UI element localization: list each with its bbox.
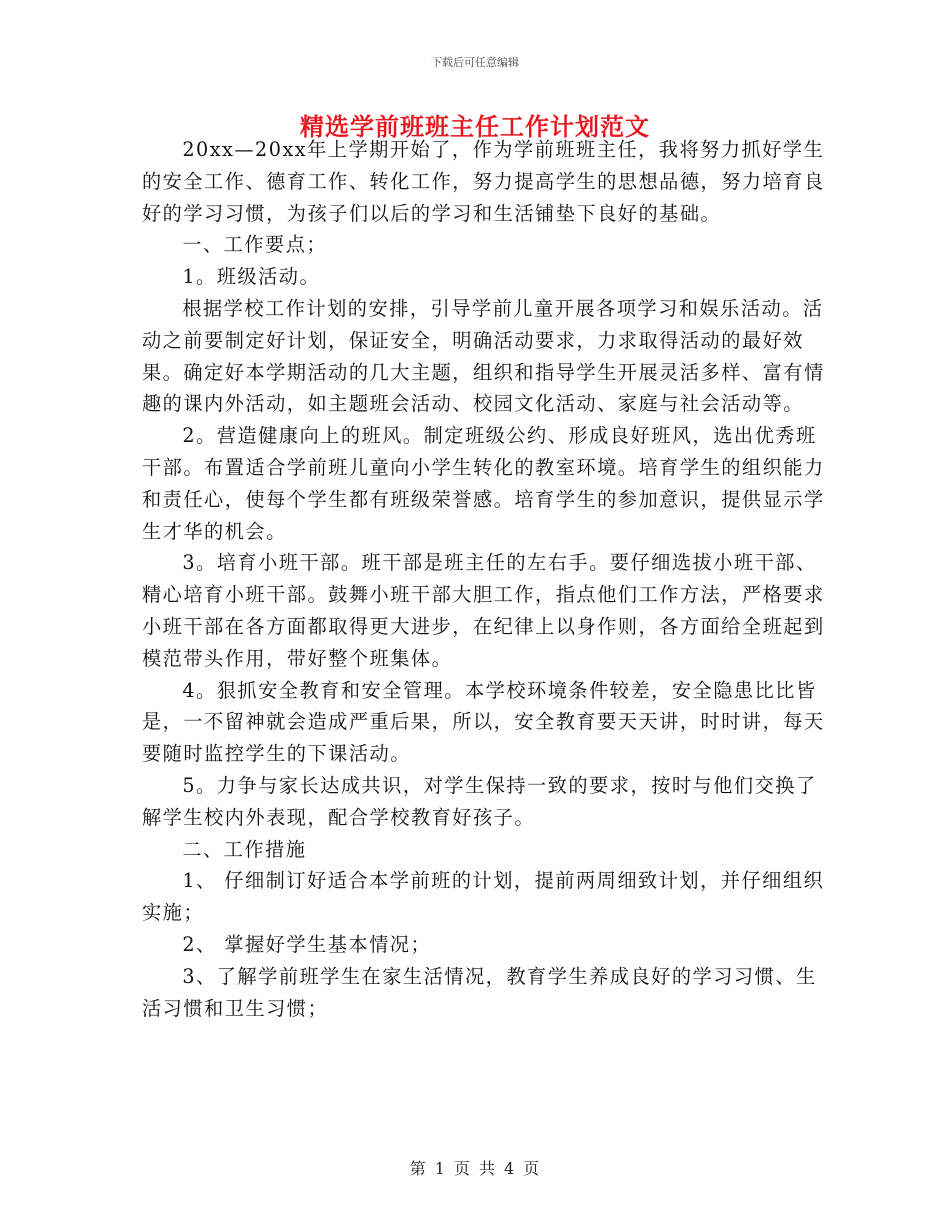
paragraph-activities: 根据学校工作计划的安排，引导学前儿童开展各项学习和娱乐活动。活动之前要制定好计划，保证安全，明确活动要求，力求取得活动的最好效果。确定好本学期活动的几大主题，组织和指导学生开展灵活多样、富有情趣的课内外活动，如主题班会活动、校园文化活动、家庭与社会活动等。 [142,296,825,416]
footer-gong: 共 [479,1159,497,1178]
section-heading-measures: 二、工作措施 [182,837,307,861]
section-heading-work-points: 一、工作要点； [182,233,328,257]
document-body [142,134,832,1024]
measure-item-2: 2、 掌握好学生基本情况； [182,932,432,956]
footer-current-page: 1 [434,1159,446,1178]
item-heading-class-activities: 1。班级活动。 [182,265,321,289]
paragraph-class-leaders: 3。培育小班干部。班干部是班主任的左右手。要仔细选拔小班干部、精心培育小班干部。鼓舞小班干部大胆工作，指点他们工作方法，严格要求小班干部在各方面都取得更大进步，在纪律上以身作则，各方面给全班起到模范带头作用，带好整个班集体。 [142,551,825,670]
paragraph-class-spirit: 2。营造健康向上的班风。制定班级公约、形成良好班风，选出优秀班干部。布置适合学前班儿童向小学生转化的教室环境。培育学生的组织能力和责任心，使每个学生都有班级荣誉感。培育学生的参加意识，提供显示学生才华的机会。 [142,424,825,543]
footer-total-pages: 4 [504,1159,516,1178]
footer-di: 第 [409,1159,427,1178]
measure-item-3: 3、了解学前班学生在家生活情况，教育学生养成良好的学习习惯、生活习惯和卫生习惯； [142,964,817,1020]
footer-ye-end: 页 [523,1159,541,1178]
page-footer [0,1156,950,1179]
document-title: 精选学前班班主任工作计划范文 [300,112,650,141]
paragraph-safety: 4。狠抓安全教育和安全管理。本学校环境条件较差，安全隐患比比皆是，一不留神就会造成严重后果，所以，安全教育要天天讲，时时讲，每天要随时监控学生的下课活动。 [142,678,825,766]
paragraph-intro: 20xx—20xx年上学期开始了，作为学前班班主任，我将努力抓好学生的安全工作、德育工作、转化工作，努力提高学生的思想品德，努力培育良好的学习习惯，为孩子们以后的学习和生活铺垫下良好的基础。 [142,138,825,225]
footer-ye: 页 [453,1159,471,1178]
measure-item-1: 1、 仔细制订好适合本学前班的计划，提前两周细致计划，并仔细组织实施； [142,869,825,925]
paragraph-parents: 5。力争与家长达成共识，对学生保持一致的要求，按时与他们交换了解学生校内外表现，配合学校教育好孩子。 [142,773,817,829]
header-note: 下载后可任意编辑 [431,56,519,69]
